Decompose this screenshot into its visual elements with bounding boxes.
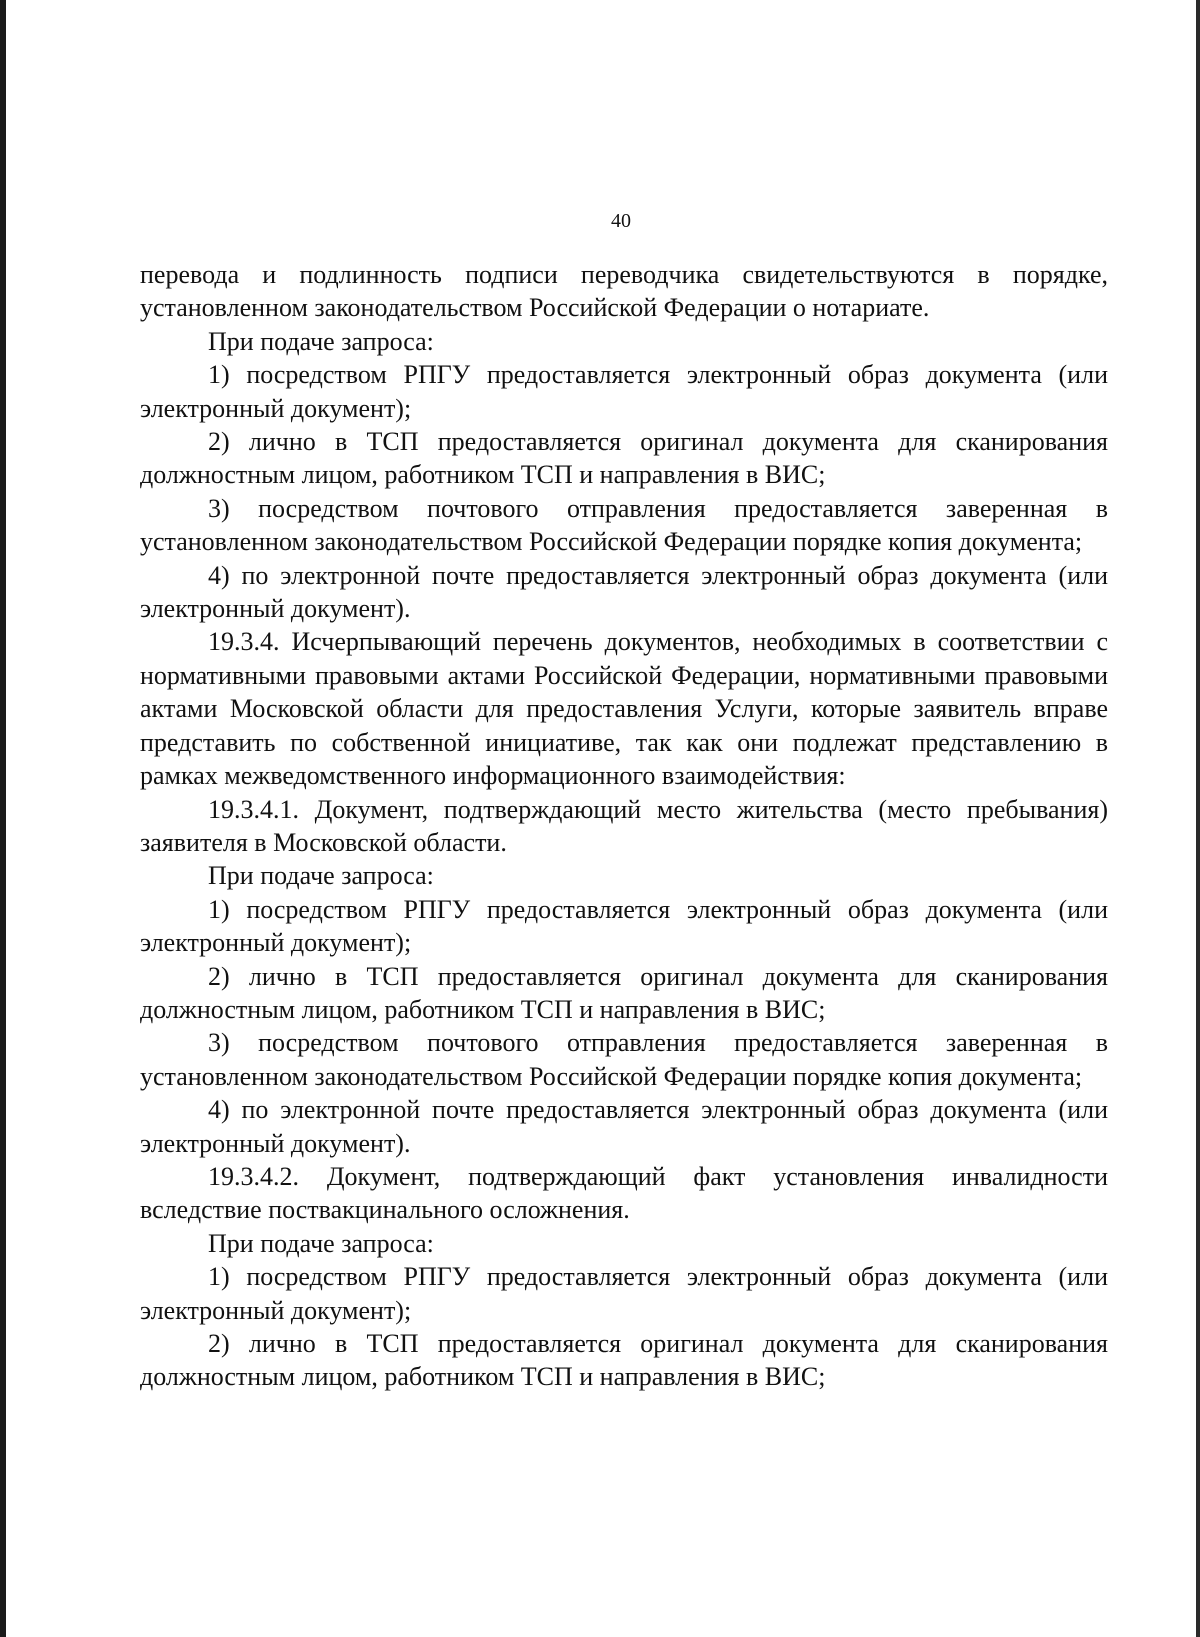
paragraph: При подаче запроса: <box>208 1228 434 1258</box>
paragraph: 1) посредством РПГУ предоставляется электронный образ документа (или электронный документ); <box>140 894 1108 958</box>
paragraph: 19.3.4. Исчерпывающий перечень документов, необходимых в соответствии с нормативными правовыми актами Российской Федерации, нормативными правовыми актами Московской области для предоставления Услуги, которые заявитель вправе представить по собственной инициативе, так как они подлежат представлению в рамках межведомственного информационного взаимодействия: <box>140 627 1108 791</box>
paragraph: 3) посредством почтового отправления предоставляется заверенная в установленном законодательством Российской Федерации порядке копия документа; <box>140 1028 1108 1091</box>
page-number: 40 <box>611 210 631 232</box>
paragraph: 2) лично в ТСП предоставляется оригинал документа для сканирования должностным лицом, работником ТСП и направления в ВИС; <box>140 1329 1108 1392</box>
paragraph: 19.3.4.2. Документ, подтверждающий факт установления инвалидности вследствие поствакцинального осложнения. <box>140 1161 1108 1225</box>
paragraph: 1) посредством РПГУ предоставляется электронный образ документа (или электронный документ); <box>140 360 1108 423</box>
paragraph: 2) лично в ТСП предоставляется оригинал документа для сканирования должностным лицом, работником ТСП и направления в ВИС; <box>140 427 1108 490</box>
paragraph: При подаче запроса: <box>208 861 434 891</box>
paragraph: 3) посредством почтового отправления предоставляется заверенная в установленном законодательством Российской Федерации порядке копия документа; <box>140 493 1108 557</box>
paragraph-continuation: перевода и подлинность подписи переводчика свидетельствуются в порядке, установленном законодательством Российской Федерации о нотариате. <box>140 260 1108 323</box>
paragraph: 2) лично в ТСП предоставляется оригинал документа для сканирования должностным лицом, работником ТСП и направления в ВИС; <box>140 961 1108 1024</box>
paragraph: При подаче запроса: <box>208 326 434 356</box>
scan-edge-right <box>1196 0 1200 1637</box>
document-body <box>140 258 1108 1394</box>
scan-edge-left <box>0 0 6 1637</box>
paragraph: 19.3.4.1. Документ, подтверждающий место жительства (место пребывания) заявителя в Московской области. <box>140 794 1108 857</box>
paragraph: 4) по электронной почте предоставляется электронный образ документа (или электронный документ). <box>140 560 1108 624</box>
paragraph: 1) посредством РПГУ предоставляется электронный образ документа (или электронный документ); <box>140 1262 1108 1325</box>
paragraph: 4) по электронной почте предоставляется электронный образ документа (или электронный документ). <box>140 1095 1108 1158</box>
